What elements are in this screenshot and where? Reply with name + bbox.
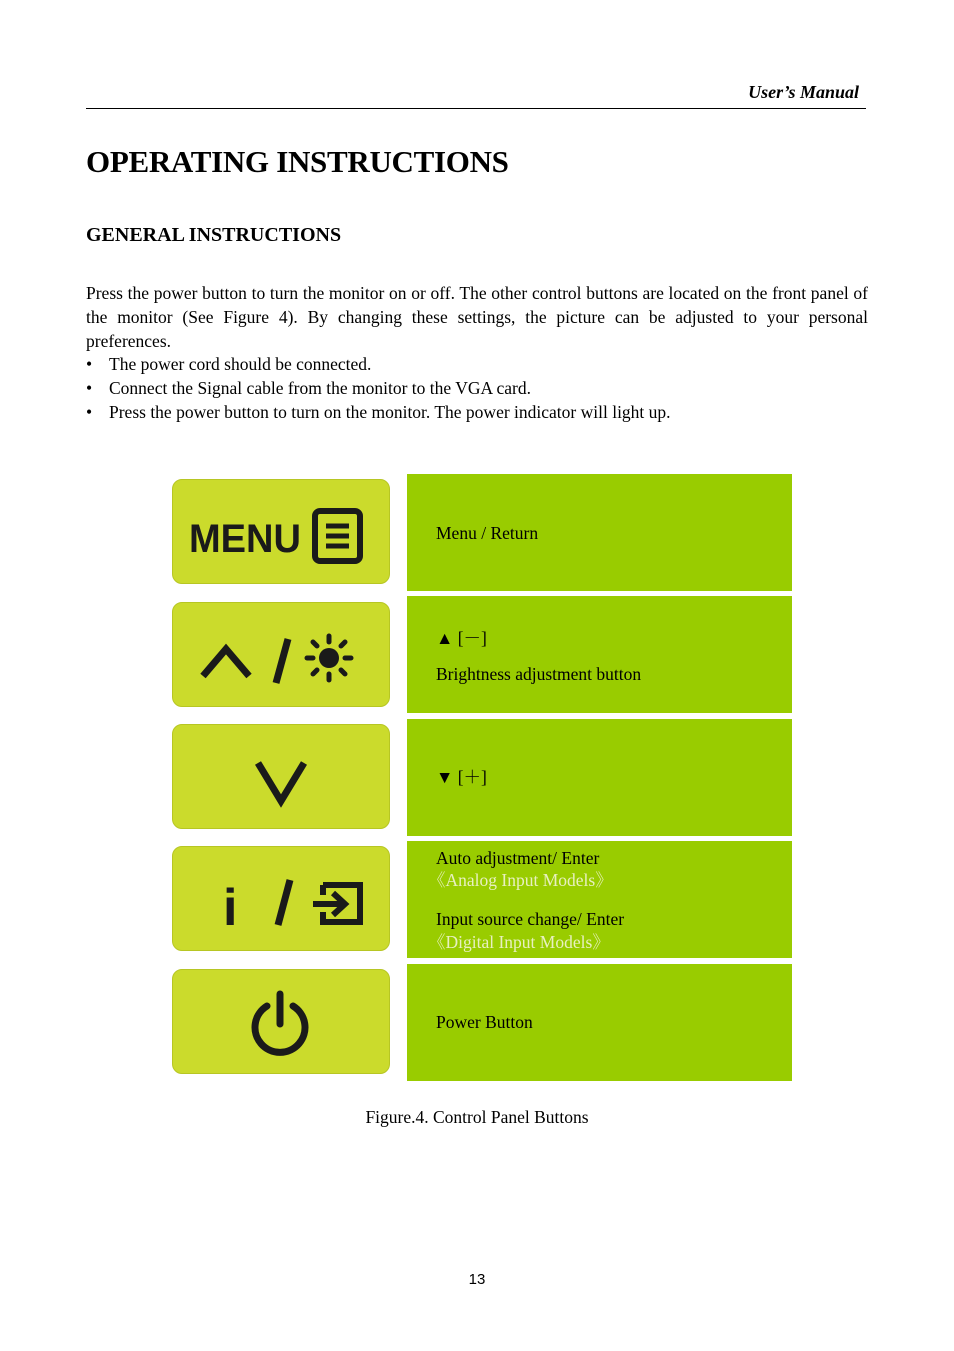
up-brightness-description xyxy=(407,596,792,713)
list-item xyxy=(86,352,868,376)
up-brightness-key xyxy=(172,602,390,707)
list-item-text: The power cord should be connected. xyxy=(109,354,372,374)
intro-paragraph: Press the power button to turn the monitor on or off. The other control buttons are located on the front panel of the monitor (See Figure 4). By changing these settings, the picture can be adjusted to your personal preferences. xyxy=(86,283,868,351)
page-title: OPERATING INSTRUCTIONS xyxy=(86,144,509,179)
down-description xyxy=(407,719,792,836)
down-plus-label: ▼ [＋] xyxy=(436,767,487,787)
section-title: GENERAL INSTRUCTIONS xyxy=(86,224,342,246)
figure-caption: Figure.4. Control Panel Buttons xyxy=(365,1107,589,1127)
running-header: User’s Manual xyxy=(748,82,859,102)
menu-key-label: MENU xyxy=(189,517,301,561)
bullet-icon: • xyxy=(86,402,93,422)
sun-icon xyxy=(307,636,351,680)
auto-adjust-text: Auto adjustment/ Enter xyxy=(436,848,600,868)
input-source-text: Input source change/ Enter xyxy=(436,909,625,929)
power-description xyxy=(407,964,792,1081)
list-item-text: Press the power button to turn on the monitor. The power indicator will light up. xyxy=(109,402,671,422)
bullet-icon: • xyxy=(86,354,93,374)
menu-key xyxy=(172,479,390,584)
down-key xyxy=(172,724,390,829)
page-number: 13 xyxy=(468,1271,486,1288)
brightness-description-text: Brightness adjustment button xyxy=(436,664,642,684)
input-source-icon xyxy=(313,885,360,922)
up-minus-label: ▲ [－] xyxy=(436,628,487,648)
power-key xyxy=(172,969,390,1074)
power-icon xyxy=(173,970,391,1075)
list-item xyxy=(86,376,868,400)
bullet-list xyxy=(86,352,868,424)
header-rule xyxy=(86,108,866,109)
menu-description xyxy=(407,474,792,591)
analog-models-text: 《Analog Input Models》 xyxy=(428,870,613,890)
info-input-description xyxy=(407,841,792,958)
info-key-label: i xyxy=(223,879,238,937)
digital-models-text: 《Digital Input Models》 xyxy=(428,932,610,952)
info-input-key xyxy=(172,846,390,951)
bullet-icon: • xyxy=(86,378,93,398)
info-input-icon xyxy=(173,847,391,952)
power-description-text: Power Button xyxy=(436,1012,533,1032)
list-item-text: Connect the Signal cable from the monitor to the VGA card. xyxy=(109,378,532,398)
down-chevron-icon xyxy=(173,725,391,830)
list-item xyxy=(86,400,868,424)
up-brightness-icon xyxy=(173,603,391,708)
menu-icon xyxy=(173,480,391,585)
menu-description-text: Menu / Return xyxy=(436,523,539,543)
